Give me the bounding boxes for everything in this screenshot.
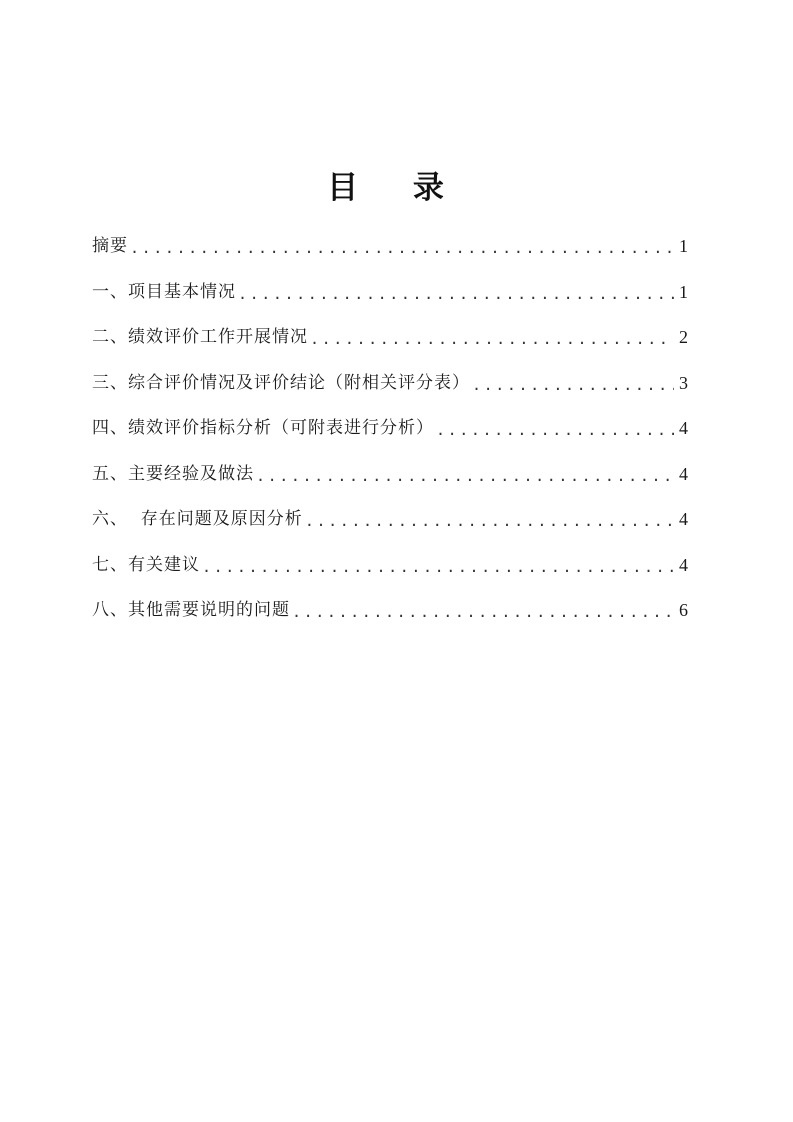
toc-leader-dots <box>436 421 674 439</box>
toc-entry-label: 三、综合评价情况及评价结论（附相关评分表） <box>92 372 470 393</box>
toc-leader-dots <box>292 603 674 621</box>
toc-entry-page: 3 <box>679 372 688 393</box>
toc-entry-section-6 <box>92 485 688 531</box>
toc-entry-label: 六、 存在问题及原因分析 <box>92 509 303 529</box>
toc-entry-page: 1 <box>679 236 688 256</box>
toc-entry-label: 七、有关建议 <box>92 554 200 575</box>
toc-entry-section-7 <box>92 530 688 576</box>
toc-entry-section-4 <box>92 394 688 440</box>
toc-leader-dots <box>130 239 674 257</box>
page-title: 目 录 <box>327 170 466 206</box>
toc-entry-label: 五、主要经验及做法 <box>92 463 254 484</box>
toc-entry-section-3 <box>92 348 688 394</box>
toc-leader-dots <box>472 376 674 394</box>
toc-entry-label: 一、项目基本情况 <box>92 281 236 302</box>
toc-entry-page: 4 <box>679 554 688 575</box>
toc-entry-page: 2 <box>679 327 688 347</box>
toc-entry-section-5 <box>92 439 688 485</box>
toc-entry-page: 6 <box>679 600 688 620</box>
toc-leader-dots <box>202 558 674 576</box>
toc-leader-dots <box>305 512 674 530</box>
toc-entry-page: 4 <box>679 463 688 484</box>
toc-leader-dots <box>238 285 674 303</box>
toc-entry-abstract <box>92 218 688 257</box>
toc-entry-label: 四、绩效评价指标分析（可附表进行分析） <box>92 418 434 438</box>
toc-entry-label: 摘要 <box>92 236 128 256</box>
toc-entry-label: 二、绩效评价工作开展情况 <box>92 327 308 347</box>
toc-entry-page: 4 <box>679 418 688 438</box>
toc-entry-section-1 <box>92 257 688 303</box>
toc-leader-dots <box>256 467 674 485</box>
toc-entry-section-8 <box>92 576 688 622</box>
toc-entry-section-2 <box>92 303 688 349</box>
table-of-contents <box>92 218 688 621</box>
toc-entry-page: 4 <box>679 509 688 529</box>
toc-entry-page: 1 <box>679 281 688 302</box>
toc-entry-label: 八、其他需要说明的问题 <box>92 600 290 620</box>
toc-leader-dots <box>310 330 674 348</box>
